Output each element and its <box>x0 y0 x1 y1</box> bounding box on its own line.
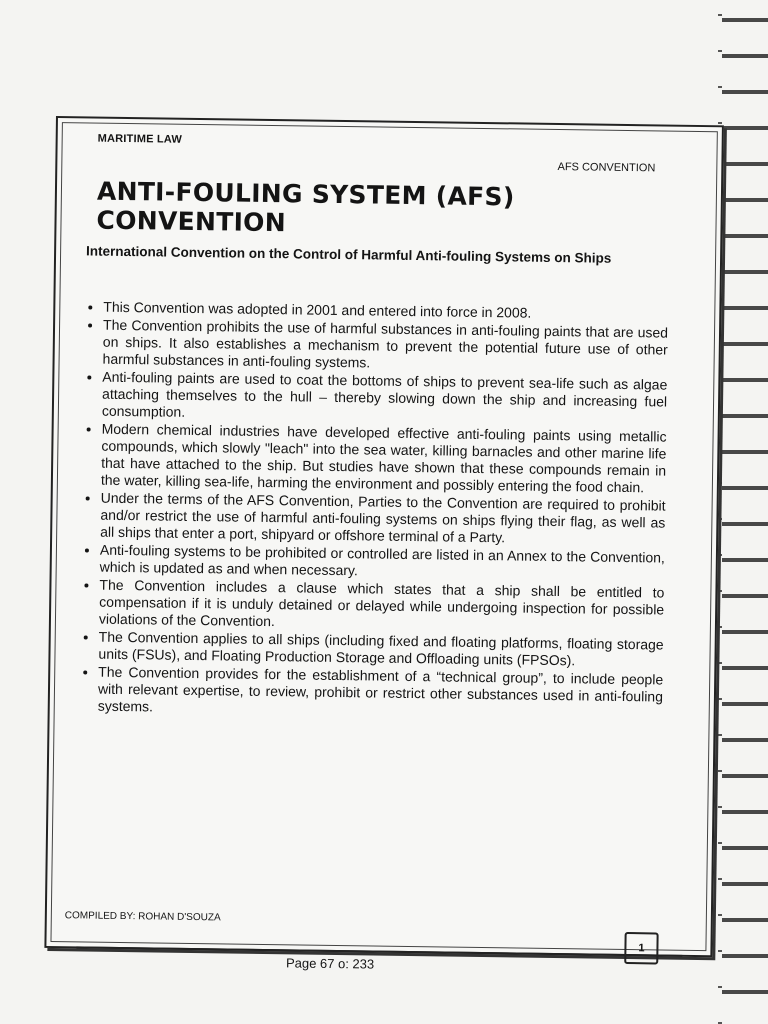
list-item: • Anti-fouling systems to be prohibited or controlled are listed in an Annex to the Convention, which is updated as and when necessary. <box>100 542 665 584</box>
list-item: • Under the terms of the AFS Convention, Parties to the Convention are required to prohibit and/or restrict the use of harmful anti-fouling systems on ships flying their flag, as well as all ships that enter a port, shipyard or offshore terminal of a Party. <box>100 490 666 549</box>
header-topic: AFS CONVENTION <box>557 161 656 175</box>
list-item: • Modern chemical industries have developed effective anti-fouling paints using metallic compounds, which slowly "leach" into the sea water, killing barnacles and other marine life that have attached to the ship. But studies have shown that these compounds remain in the water, killing sea-life, harming the environment and possibly entering the food chain. <box>101 421 667 497</box>
page-number-box: 1 <box>624 932 658 964</box>
header-subject: MARITIME LAW <box>97 132 183 146</box>
spiral-binding <box>722 0 768 1024</box>
compiled-by: COMPILED BY: ROHAN D'SOUZA <box>64 910 221 924</box>
list-item: • The Convention prohibits the use of harmful substances in anti-fouling paints that are used on ships. It also establishes a mechanism to prevent the potential future use of other harmful substances in anti-fouling systems. <box>102 317 668 376</box>
list-item: • The Convention includes a clause which states that a ship shall be entitled to compensation if it is unduly detained or delayed while undergoing inspection for possible violations of the Convention. <box>99 577 665 636</box>
bullet-list <box>80 298 669 723</box>
page-counter: Page 67 o: 233 <box>285 955 375 972</box>
convention-subtitle: International Convention on the Control of Harmful Anti-fouling Systems on Ships <box>86 243 612 266</box>
list-item: • The Convention provides for the establishment of a “technical group”, to include people with relevant expertise, to review, prohibit or restrict other substances used in anti-fouling systems. <box>98 664 664 723</box>
document-page <box>44 116 724 957</box>
list-item: • Anti-fouling paints are used to coat the bottoms of ships to prevent sea-life such as algae attaching themselves to the hull – thereby slowing down the ship and increasing fuel consumption. <box>102 369 668 428</box>
list-item: • This Convention was adopted in 2001 and entered into force in 2008. <box>103 299 668 324</box>
page-title: ANTI-FOULING SYSTEM (AFS) CONVENTION <box>96 176 515 238</box>
list-item: • The Convention applies to all ships (including fixed and floating platforms, floating storage units (FSUs), and Floating Production Storage and Offloading units (FPSOs). <box>98 629 663 671</box>
